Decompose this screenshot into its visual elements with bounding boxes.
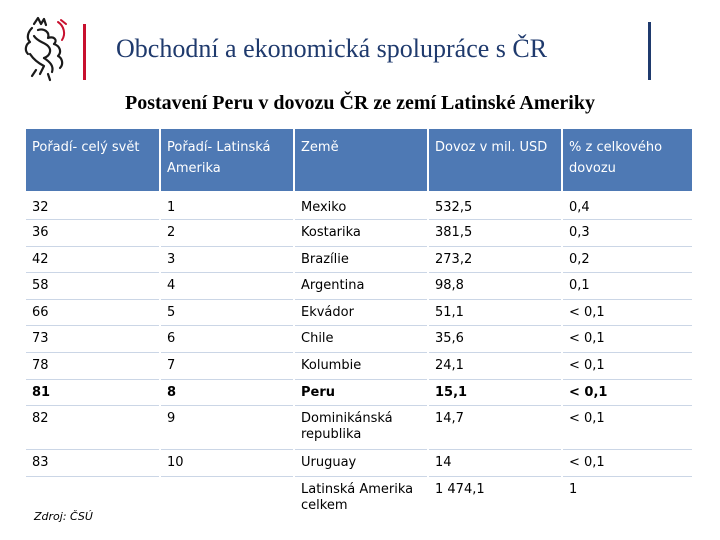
cell-world-rank: 73 (26, 326, 160, 353)
table-row (26, 450, 692, 477)
cell-import-share: < 0,1 (562, 326, 692, 353)
cell-import-value: 15,1 (428, 379, 562, 406)
table-row (26, 406, 692, 450)
source-note: Zdroj: ČSÚ (34, 510, 93, 523)
cell-world-rank: 58 (26, 273, 160, 300)
cell-import-share: < 0,1 (562, 406, 692, 450)
cell-latam-rank: 5 (160, 299, 294, 326)
column-header-import-value: Dovoz v mil. USD (428, 129, 562, 193)
cell-latam-rank: 1 (160, 193, 294, 220)
cell-import-share: < 0,1 (562, 299, 692, 326)
header-divider-blue (648, 22, 651, 80)
cell-import-value: 14,7 (428, 406, 562, 450)
column-header-country: Země (294, 129, 428, 193)
cell-country: Uruguay (294, 450, 428, 477)
cell-country: Latinská Amerika celkem (294, 476, 428, 522)
cell-import-share: < 0,1 (562, 450, 692, 477)
cell-country: Peru (294, 379, 428, 406)
cell-import-value: 24,1 (428, 353, 562, 380)
cell-latam-rank: 10 (160, 450, 294, 477)
table-row (26, 220, 692, 247)
table-row-total (26, 476, 692, 522)
table-row (26, 246, 692, 273)
header-divider-red (83, 24, 86, 80)
cell-world-rank: 42 (26, 246, 160, 273)
cell-import-share: 0,2 (562, 246, 692, 273)
column-header-latam-rank: Pořadí- Latinská Amerika (160, 129, 294, 193)
cell-country: Kostarika (294, 220, 428, 247)
cell-import-value: 1 474,1 (428, 476, 562, 522)
table-header-row (26, 129, 692, 193)
cell-import-share: 1 (562, 476, 692, 522)
cell-country: Dominikánská republika (294, 406, 428, 450)
czech-lion-emblem-icon (14, 14, 74, 84)
table-title: Postavení Peru v dovozu ČR ze zemí Latinské Ameriky (125, 92, 595, 114)
cell-latam-rank: 9 (160, 406, 294, 450)
cell-world-rank: 81 (26, 379, 160, 406)
cell-world-rank: 83 (26, 450, 160, 477)
table-row-highlighted (26, 379, 692, 406)
cell-import-share: 0,3 (562, 220, 692, 247)
cell-country: Argentina (294, 273, 428, 300)
import-ranking-table (26, 129, 692, 522)
cell-import-value: 35,6 (428, 326, 562, 353)
cell-country: Chile (294, 326, 428, 353)
table-row (26, 273, 692, 300)
cell-latam-rank: 6 (160, 326, 294, 353)
cell-import-share: < 0,1 (562, 379, 692, 406)
cell-latam-rank: 2 (160, 220, 294, 247)
cell-world-rank: 36 (26, 220, 160, 247)
cell-import-value: 273,2 (428, 246, 562, 273)
column-header-world-rank: Pořadí- celý svět (26, 129, 160, 193)
table-row (26, 299, 692, 326)
cell-import-share: 0,4 (562, 193, 692, 220)
page-title: Obchodní a ekonomická spolupráce s ČR (116, 34, 548, 63)
cell-world-rank: 82 (26, 406, 160, 450)
cell-country: Brazílie (294, 246, 428, 273)
cell-latam-rank: 8 (160, 379, 294, 406)
cell-import-share: < 0,1 (562, 353, 692, 380)
cell-import-share: 0,1 (562, 273, 692, 300)
cell-country: Ekvádor (294, 299, 428, 326)
cell-world-rank: 66 (26, 299, 160, 326)
cell-import-value: 381,5 (428, 220, 562, 247)
cell-latam-rank: 7 (160, 353, 294, 380)
cell-import-value: 532,5 (428, 193, 562, 220)
cell-import-value: 14 (428, 450, 562, 477)
cell-world-rank: 32 (26, 193, 160, 220)
cell-country: Mexiko (294, 193, 428, 220)
cell-import-value: 98,8 (428, 273, 562, 300)
cell-country: Kolumbie (294, 353, 428, 380)
cell-latam-rank (160, 476, 294, 522)
cell-import-value: 51,1 (428, 299, 562, 326)
table-row (26, 326, 692, 353)
column-header-import-share: % z celkového dovozu (562, 129, 692, 193)
cell-latam-rank: 4 (160, 273, 294, 300)
cell-latam-rank: 3 (160, 246, 294, 273)
cell-world-rank: 78 (26, 353, 160, 380)
table-row (26, 193, 692, 220)
table-row (26, 353, 692, 380)
